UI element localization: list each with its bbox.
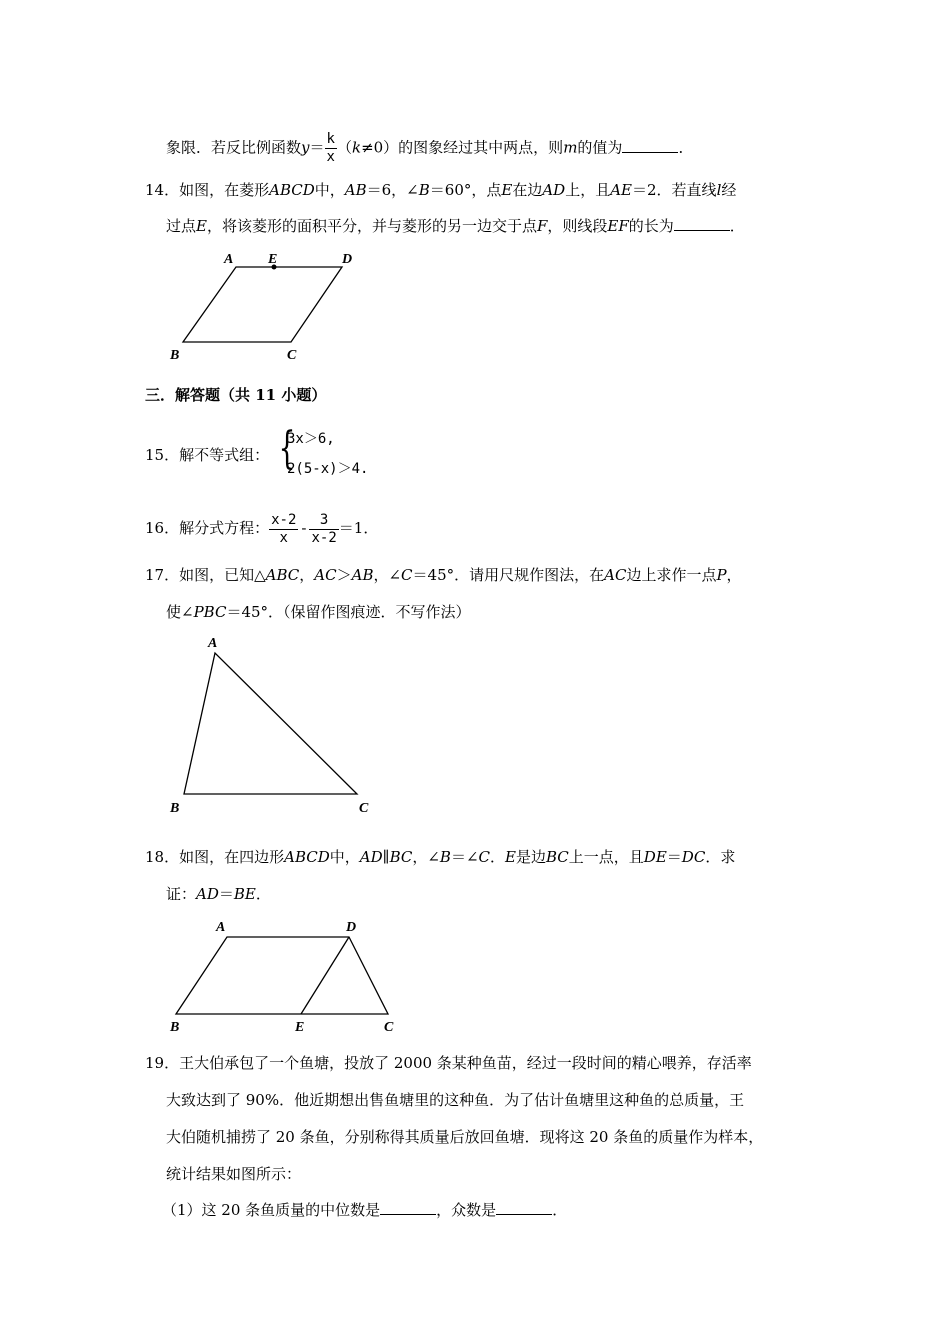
q14-line2 — [166, 216, 745, 236]
q16-rhs: ＝1． — [338, 519, 379, 537]
q16-text: 解分式方程： — [179, 519, 270, 537]
q17-text: ， — [299, 566, 315, 584]
q18-text: ． — [490, 848, 506, 866]
q13-text3: ≠0）的图象经过其中两点，则 — [361, 138, 564, 157]
q15-inequality-2: 2(5-x)＞4. — [287, 461, 369, 477]
q13-var-k: k — [351, 138, 362, 157]
q19-line4: 统计结果如图所示： — [166, 1165, 302, 1183]
quadrilateral-shape — [176, 937, 388, 1014]
label-b: B — [170, 801, 180, 816]
q16-fraction-2 — [309, 512, 338, 547]
q19-sub1-text3: ． — [552, 1201, 568, 1219]
q16-fraction-1 — [269, 512, 298, 547]
q17-line1 — [145, 565, 742, 585]
q14-text: ，将该菱形的面积平分，并与菱形的另一边交于点 — [206, 217, 537, 235]
q14-var: AE — [610, 181, 633, 199]
q19-mode-blank — [496, 1200, 552, 1215]
q14-text: ＝60°，点 — [429, 181, 502, 199]
q15-text: 解不等式组： — [179, 446, 270, 464]
q18-text: 是边 — [515, 848, 546, 866]
q19-line1 — [145, 1053, 752, 1073]
q18-text: 证： — [166, 885, 197, 903]
q19-line3: 大伯随机捕捞了 20 条鱼，分别称得其质量后放回鱼塘．现将这 20 条鱼的质量作为样本， — [166, 1128, 764, 1146]
q14-var: l — [716, 181, 722, 199]
q19-line2: 大致达到了 90%．他近期想出售鱼塘里的这种鱼．为了估计鱼塘里这种鱼的总质量，王 — [166, 1091, 745, 1109]
q14-var: EF — [607, 217, 629, 235]
q18-text: ∥ — [382, 848, 390, 866]
q18-text: 如图，在四边形 — [179, 848, 285, 866]
q14-var: AD — [542, 181, 566, 199]
label-a: A — [208, 636, 218, 651]
q16-line — [145, 508, 378, 548]
q18-text: ．求 — [705, 848, 736, 866]
q18-var: DC — [681, 848, 706, 866]
q19-text: 王大伯承包了一个鱼塘，投放了 2000 条某种鱼苗，经过一段时间的精心喂养，存活率 — [179, 1054, 752, 1072]
q18-text: ＝ — [218, 885, 234, 903]
q13-tail-line — [166, 131, 693, 166]
q15-inequality-1: 3x＞6, — [287, 431, 335, 447]
q15-brace: { — [278, 423, 296, 474]
q14-text: 在边 — [512, 181, 543, 199]
q19-median-blank — [380, 1200, 436, 1215]
q15-line — [145, 445, 269, 465]
q14-text: 过点 — [166, 217, 197, 235]
q18-number: 18． — [145, 848, 180, 866]
q19-number: 19． — [145, 1054, 180, 1072]
q14-text: 上，且 — [565, 181, 611, 199]
q18-var: BC — [546, 848, 569, 866]
label-e: E — [268, 252, 278, 267]
q13-text5: ． — [678, 138, 694, 157]
q15-number: 15． — [145, 446, 180, 464]
label-d: D — [346, 920, 357, 935]
q14-text: 的长为 — [628, 217, 674, 235]
q16-number: 16． — [145, 519, 180, 537]
q14-var: ABCD — [269, 181, 315, 199]
label-e: E — [295, 1020, 305, 1035]
q13-text: 象限．若反比例函数 — [166, 138, 302, 157]
q18-text: 中， — [329, 848, 360, 866]
q13-text4: 的值为 — [577, 138, 623, 157]
q19-sub1-text: （1）这 20 条鱼质量的中位数是 — [162, 1201, 381, 1219]
q14-rhombus-figure — [160, 245, 380, 370]
q14-text: 中， — [314, 181, 345, 199]
label-d: D — [342, 252, 353, 267]
q16-frac1-den: x — [279, 529, 288, 546]
q14-text: ＝2．若直线 — [632, 181, 717, 199]
q14-var: E — [196, 217, 207, 235]
label-b: B — [170, 348, 180, 363]
q17-text: 边上求作一点 — [626, 566, 717, 584]
q17-var: C — [401, 566, 413, 584]
q18-text: ＝ — [666, 848, 682, 866]
q16-frac1-num: x-2 — [271, 511, 297, 528]
q18-text: ，∠ — [412, 848, 440, 866]
q18-line2 — [166, 884, 271, 904]
q17-text: ，∠ — [373, 566, 402, 584]
q17-var: P — [716, 566, 727, 584]
q18-text: ＝∠ — [450, 848, 479, 866]
q17-var: AC — [604, 566, 627, 584]
q13-eq: ＝ — [309, 138, 325, 157]
q13-fraction — [325, 131, 337, 166]
triangle-shape — [184, 653, 357, 794]
q19-sub1-text2: ，众数是 — [436, 1201, 497, 1219]
label-b: B — [170, 1020, 180, 1035]
q18-var: DE — [643, 848, 667, 866]
q14-text: 如图，在菱形 — [179, 181, 270, 199]
q13-answer-blank — [622, 138, 678, 153]
q17-text: ， — [726, 566, 742, 584]
q14-var: B — [418, 181, 430, 199]
q14-line1 — [145, 180, 736, 200]
q17-text: ＝45°．（保留作图痕迹．不写作法） — [226, 603, 471, 621]
q19-sub1 — [162, 1200, 567, 1220]
q14-text: 经 — [721, 181, 737, 199]
q17-var: ABC — [265, 566, 300, 584]
label-a: A — [224, 252, 234, 267]
q17-text: 如图，已知△ — [179, 566, 266, 584]
q17-line2 — [166, 602, 471, 622]
q13-frac-num: k — [326, 131, 335, 147]
q18-var: B — [439, 848, 451, 866]
q18-var: AD — [359, 848, 383, 866]
q14-text: ＝6，∠ — [366, 181, 419, 199]
q16-frac2-num: 3 — [309, 512, 338, 530]
q16-frac2-den: x-2 — [311, 529, 337, 546]
q17-number: 17． — [145, 566, 180, 584]
q17-text: ＞ — [336, 566, 352, 584]
q14-var: AB — [344, 181, 367, 199]
q18-text: 上一点，且 — [568, 848, 644, 866]
label-c: C — [359, 801, 369, 816]
q17-var: AC — [314, 566, 337, 584]
q17-text: ＝45°．请用尺规作图法，在 — [412, 566, 605, 584]
q14-text: ． — [729, 217, 745, 235]
label-a: A — [216, 920, 226, 935]
q13-frac-den: x — [326, 149, 335, 165]
q17-text: 使∠ — [166, 603, 194, 621]
q18-var: BC — [389, 848, 413, 866]
q18-var: E — [505, 848, 516, 866]
q18-line1 — [145, 847, 735, 867]
q18-var: AD — [196, 885, 219, 903]
q14-text: ，则线段 — [547, 217, 608, 235]
segment-de — [301, 937, 349, 1014]
label-c: C — [287, 348, 297, 363]
q18-var: BE — [233, 885, 256, 903]
q13-var-m: m — [563, 138, 578, 157]
q13-text2: （ — [336, 138, 352, 157]
q14-number: 14． — [145, 181, 180, 199]
section-heading: 三．解答题（共 11 小题） — [145, 386, 327, 404]
rhombus-shape — [183, 267, 342, 342]
q14-var: E — [501, 181, 513, 199]
q18-quadrilateral-figure — [160, 912, 420, 1037]
label-c: C — [384, 1020, 394, 1035]
q17-triangle-figure — [160, 630, 380, 820]
q17-var: AB — [351, 566, 374, 584]
q16-minus: - — [301, 519, 307, 537]
q14-answer-blank — [674, 216, 730, 231]
q18-text: ． — [255, 885, 271, 903]
q17-var: PBC — [193, 603, 227, 621]
q18-var: C — [478, 848, 491, 866]
q13-var-y: y — [301, 138, 310, 157]
q14-var: F — [536, 217, 548, 235]
q18-var: ABCD — [284, 848, 330, 866]
